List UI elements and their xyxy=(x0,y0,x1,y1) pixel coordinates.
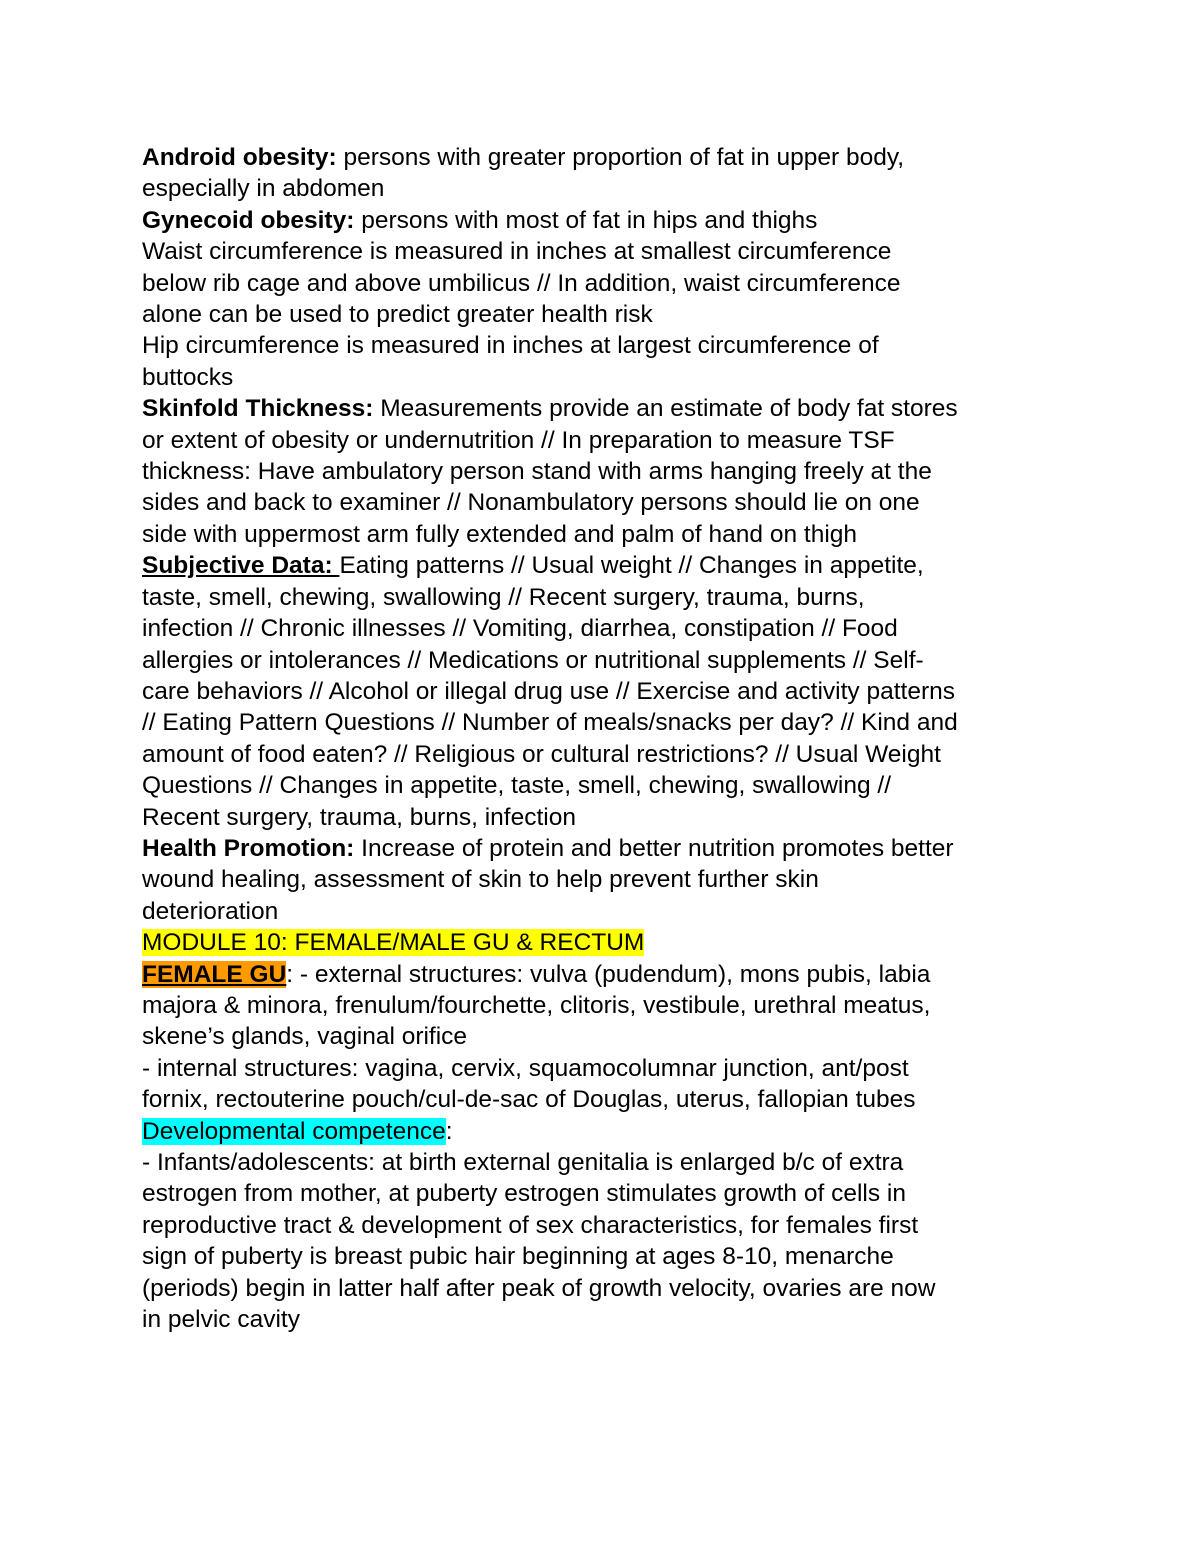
developmental-competence-suffix: : xyxy=(445,1117,453,1145)
subjective-data-term: Subjective Data: xyxy=(142,552,340,580)
skinfold-text: sides and back to examiner // Nonambulatory persons should lie on one xyxy=(142,489,920,517)
subjective-text: amount of food eaten? // Religious or cultural restrictions? // Usual Weight xyxy=(142,740,941,768)
subjective-text: infection // Chronic illnesses // Vomiting, diarrhea, constipation // Food xyxy=(142,615,898,643)
subjective-data-paragraph xyxy=(142,550,1067,833)
gynecoid-obesity-paragraph xyxy=(142,205,1067,236)
skinfold-term: Skinfold Thickness: xyxy=(142,395,374,423)
infants-text: (periods) begin in latter half after peak of growth velocity, ovaries are now xyxy=(142,1274,936,1302)
subjective-text: Questions // Changes in appetite, taste, smell, chewing, swallowing // xyxy=(142,772,891,800)
subjective-text: Recent surgery, trauma, burns, infection xyxy=(142,803,576,831)
skinfold-text: side with uppermost arm fully extended and palm of hand on thigh xyxy=(142,520,858,548)
internal-structures-paragraph xyxy=(142,1053,1067,1116)
waist-circumference-paragraph xyxy=(142,236,1067,330)
subjective-text: care behaviors // Alcohol or illegal drug use // Exercise and activity patterns xyxy=(142,677,955,705)
skinfold-text: thickness: Have ambulatory person stand with arms hanging freely at the xyxy=(142,458,932,486)
internal-text: fornix, rectouterine pouch/cul-de-sac of Douglas, uterus, fallopian tubes xyxy=(142,1086,916,1114)
skinfold-text: Measurements provide an estimate of body fat stores xyxy=(373,395,958,423)
health-promotion-text: Increase of protein and better nutrition promotes better xyxy=(354,834,954,862)
female-gu-text: : - external structures: vulva (pudendum), mons pubis, labia xyxy=(286,960,931,988)
hip-text: Hip circumference is measured in inches at largest circumference of xyxy=(142,332,879,360)
developmental-competence-term: Developmental competence xyxy=(142,1117,446,1145)
hip-circumference-paragraph xyxy=(142,330,1067,393)
infants-text: estrogen from mother, at puberty estrogen stimulates growth of cells in xyxy=(142,1180,906,1208)
female-gu-paragraph xyxy=(142,959,1067,1053)
female-gu-text: skene’s glands, vaginal orifice xyxy=(142,1023,468,1051)
skinfold-thickness-paragraph xyxy=(142,393,1067,550)
waist-text: below rib cage and above umbilicus // In addition, waist circumference xyxy=(142,269,901,297)
subjective-text: // Eating Pattern Questions // Number of meals/snacks per day? // Kind and xyxy=(142,709,958,737)
health-promotion-term: Health Promotion: xyxy=(142,834,355,862)
android-obesity-text: persons with greater proportion of fat in upper body, xyxy=(336,144,905,171)
hip-text: buttocks xyxy=(142,363,234,391)
gynecoid-obesity-term: Gynecoid obesity: xyxy=(142,206,355,234)
module-heading-paragraph xyxy=(142,927,1067,958)
health-promotion-text: wound healing, assessment of skin to help prevent further skin xyxy=(142,866,819,894)
subjective-text: taste, smell, chewing, swallowing // Recent surgery, trauma, burns, xyxy=(142,583,865,611)
health-promotion-text: deterioration xyxy=(142,897,279,925)
document-page xyxy=(142,142,1067,1335)
waist-text: alone can be used to predict greater health risk xyxy=(142,301,653,329)
health-promotion-paragraph xyxy=(142,833,1067,927)
android-obesity-paragraph xyxy=(142,142,1067,205)
gynecoid-obesity-text: persons with most of fat in hips and thighs xyxy=(354,206,818,234)
internal-text: - internal structures: vagina, cervix, squamocolumnar junction, ant/post xyxy=(142,1054,909,1082)
developmental-competence-paragraph xyxy=(142,1116,1067,1147)
android-obesity-text: especially in abdomen xyxy=(142,175,385,203)
infants-text: sign of puberty is breast pubic hair beginning at ages 8-10, menarche xyxy=(142,1243,894,1271)
subjective-text: allergies or intolerances // Medications or nutritional supplements // Self- xyxy=(142,646,924,674)
female-gu-text: majora & minora, frenulum/fourchette, clitoris, vestibule, urethral meatus, xyxy=(142,991,931,1019)
module-heading: MODULE 10: FEMALE/MALE GU & RECTUM xyxy=(142,929,645,957)
waist-text: Waist circumference is measured in inches at smallest circumference xyxy=(142,238,892,266)
infants-adolescents-paragraph xyxy=(142,1147,1067,1335)
infants-text: reproductive tract & development of sex characteristics, for females first xyxy=(142,1211,919,1239)
subjective-text: Eating patterns // Usual weight // Changes in appetite, xyxy=(339,552,924,580)
skinfold-text: or extent of obesity or undernutrition // In preparation to measure TSF xyxy=(142,426,895,454)
infants-text: - Infants/adolescents: at birth external genitalia is enlarged b/c of extra xyxy=(142,1149,904,1176)
infants-text: in pelvic cavity xyxy=(142,1306,300,1334)
female-gu-term: FEMALE GU xyxy=(142,960,287,988)
android-obesity-term: Android obesity: xyxy=(142,144,337,171)
